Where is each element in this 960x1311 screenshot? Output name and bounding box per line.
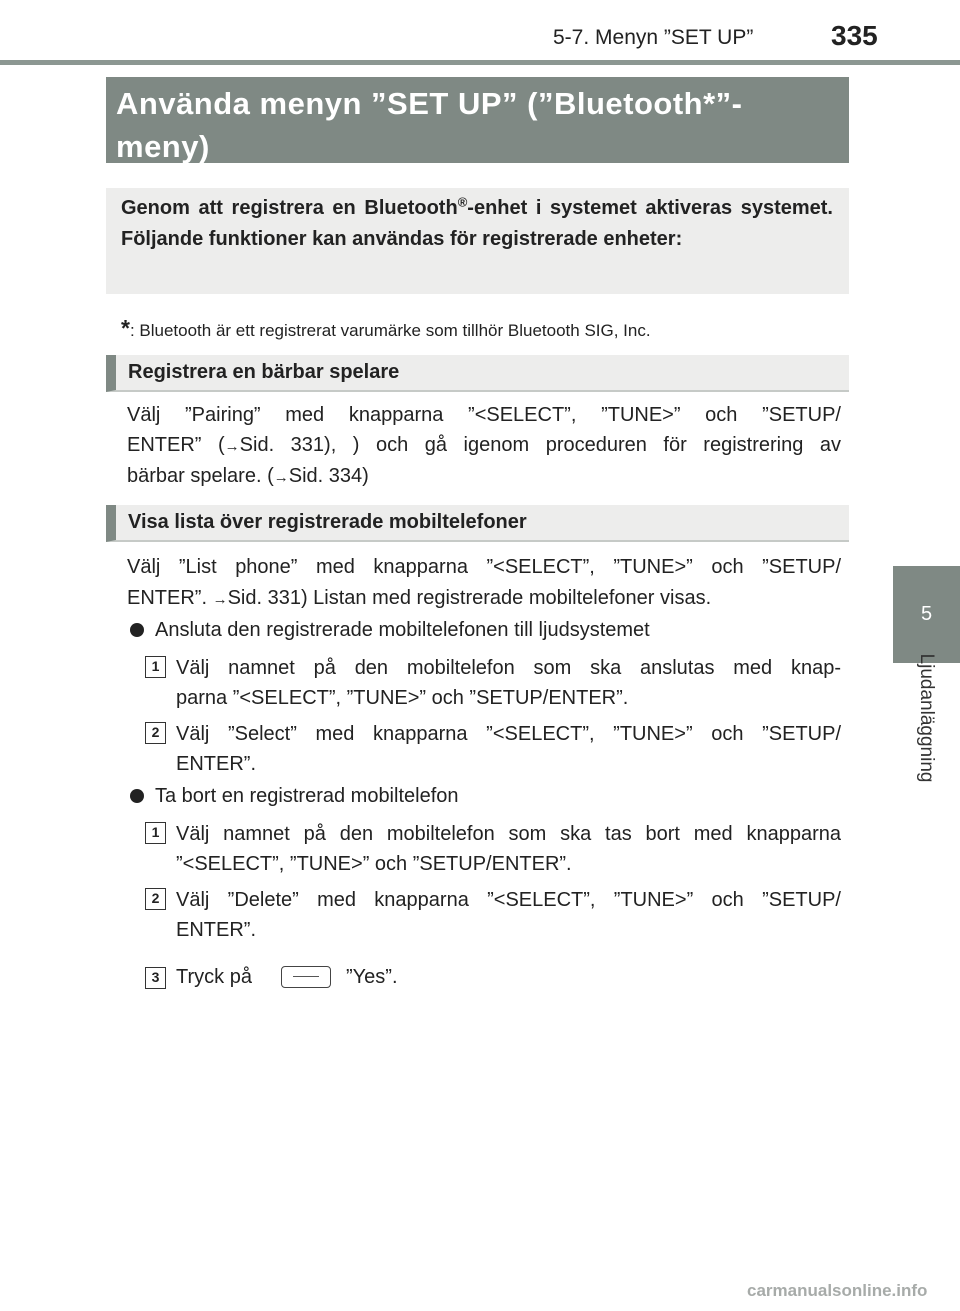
step-text: Tryck på [176, 966, 252, 988]
step-number: 3 [145, 967, 166, 989]
section-heading-phone-list: Visa lista över registrerade mobiltelefoner [106, 505, 849, 542]
bullet-connect-phone: Ansluta den registrerade mobiltelefonen till ljudsystemet [155, 619, 650, 641]
footnote-text: : Bluetooth är ett registrerat varumärke som tillhör Bluetooth SIG, Inc. [129, 321, 651, 340]
bullet-remove-phone: Ta bort en registrerad mobiltelefon [155, 785, 459, 807]
arrow-icon: → [224, 438, 240, 455]
step-text: ENTER”. [176, 919, 256, 941]
step-number: 1 [145, 822, 166, 844]
chapter-tab-number: 5 [920, 603, 933, 625]
section1-line2: ENTER” (→Sid. 331), ) och gå igenom proceduren för registrering av [127, 434, 841, 456]
step-text: Välj namnet på den mobiltelefon som ska tas bort med knapparna [176, 823, 841, 845]
step-text: parna ”<SELECT”, ”TUNE>” och ”SETUP/ENTER”. [176, 687, 629, 709]
registered-mark: ® [457, 194, 468, 210]
page-number: 335 [831, 20, 878, 51]
intro-part1: Genom att registrera en Bluetooth [121, 197, 458, 219]
step-number: 2 [145, 722, 166, 744]
section2-line1: Välj ”List phone” med knapparna ”<SELECT”, ”TUNE>” och ”SETUP/ [127, 556, 841, 578]
intro-text [121, 193, 833, 255]
running-header-section: 5-7. Menyn ”SET UP” [553, 26, 754, 49]
bullet-icon [130, 623, 144, 637]
footnote-marker: * [121, 315, 130, 341]
step-text: ”Yes”. [346, 966, 398, 988]
step-text: Välj namnet på den mobiltelefon som ska anslutas med knap- [176, 657, 841, 679]
step-text: Välj ”Select” med knapparna ”<SELECT”, ”TUNE>” och ”SETUP/ [176, 723, 841, 745]
section1-line3: bärbar spelare. (→Sid. 334) [127, 465, 369, 487]
section-heading-register-player: Registrera en bärbar spelare [106, 355, 849, 392]
step-number: 2 [145, 888, 166, 910]
intro-part2: -enhet i systemet aktiveras systemet. Följande funktioner kan användas för registrerade enheter: [121, 197, 833, 250]
section2-line2: ENTER”. →Sid. 331) Listan med registrerade mobiltelefoner visas. [127, 587, 712, 609]
footnote [121, 315, 651, 342]
step-text: ”<SELECT”, ”TUNE>” och ”SETUP/ENTER”. [176, 853, 572, 875]
arrow-icon: → [212, 591, 228, 608]
bullet-icon [130, 789, 144, 803]
header-rule [0, 60, 960, 65]
step-text: Välj ”Delete” med knapparna ”<SELECT”, ”TUNE>” och ”SETUP/ [176, 889, 841, 911]
button-icon [281, 966, 331, 988]
page-title: Använda menyn ”SET UP” (”Bluetooth*”-meny) [116, 86, 743, 164]
chapter-tab-label: Ljudanläggning [916, 653, 937, 783]
watermark: carmanualsonline.info [747, 1281, 928, 1300]
section1-line1: Välj ”Pairing” med knapparna ”<SELECT”, ”TUNE>” och ”SETUP/ [127, 404, 841, 426]
step-text: ENTER”. [176, 753, 256, 775]
arrow-icon: → [273, 469, 289, 486]
step-number: 1 [145, 656, 166, 678]
